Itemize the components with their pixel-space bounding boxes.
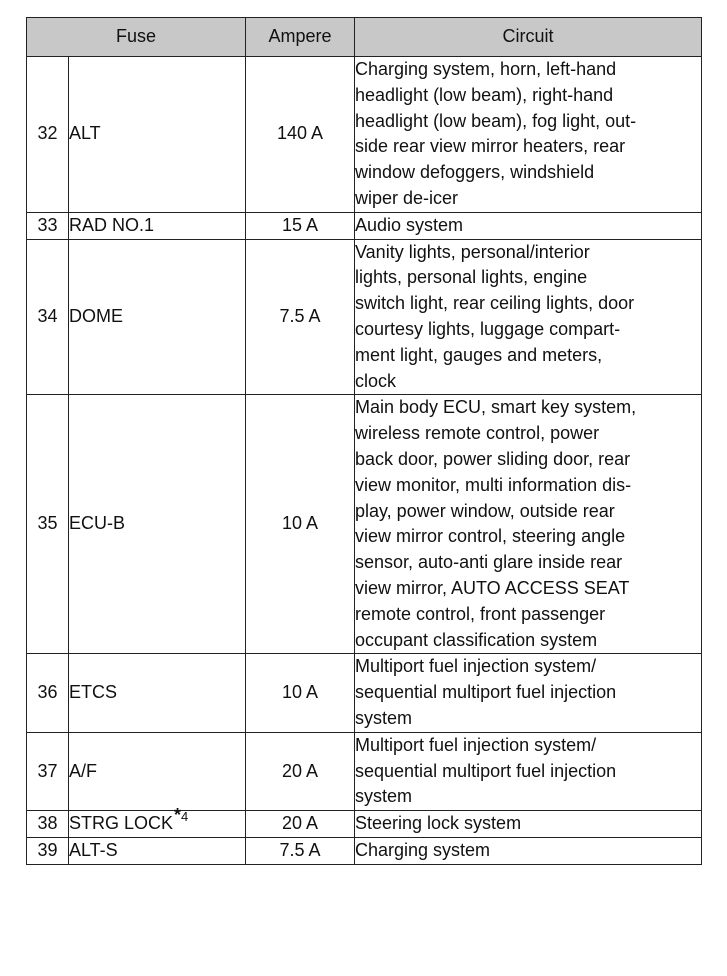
table-row <box>27 57 702 213</box>
fuse-circuit <box>355 239 702 395</box>
fuse-ampere: 20 A <box>246 732 355 810</box>
table-row <box>27 837 702 864</box>
fuse-table <box>26 17 702 865</box>
circuit-line: back door, power sliding door, rear <box>355 448 631 469</box>
circuit-line: lights, personal lights, engine <box>355 267 588 288</box>
circuit-line: Multiport fuel injection system/ <box>355 656 597 677</box>
fuse-name: STRG LOCK <box>69 813 174 834</box>
fuse-name-cell <box>69 212 246 239</box>
circuit-line: play, power window, outside rear <box>355 500 615 521</box>
circuit-line: headlight (low beam), right-hand <box>355 84 614 105</box>
fuse-name: A/F <box>69 760 98 781</box>
circuit-line: remote control, front passenger <box>355 603 606 624</box>
fuse-name: ALT-S <box>69 839 118 860</box>
fuse-name-cell <box>69 395 246 654</box>
fuse-number: 32 <box>27 57 69 213</box>
fuse-name-cell <box>69 239 246 395</box>
circuit-line: Charging system, horn, left-hand <box>355 59 617 79</box>
fuse-name: ETCS <box>69 682 118 703</box>
circuit-line: view mirror control, steering angle <box>355 526 626 547</box>
table-row <box>27 811 702 838</box>
fuse-number: 35 <box>27 395 69 654</box>
fuse-circuit <box>355 395 702 654</box>
fuse-ampere: 10 A <box>246 395 355 654</box>
table-row <box>27 395 702 654</box>
circuit-line: sequential multiport fuel injection <box>355 682 617 703</box>
table-header-row <box>27 18 702 57</box>
circuit-line: Steering lock system <box>355 813 522 834</box>
circuit-line: sensor, auto-anti glare inside rear <box>355 552 623 573</box>
fuse-name: ECU-B <box>69 513 126 534</box>
fuse-ampere: 10 A <box>246 654 355 732</box>
column-header-fuse: Fuse <box>27 18 246 57</box>
circuit-line: occupant classification system <box>355 629 598 650</box>
fuse-ampere: 7.5 A <box>246 239 355 395</box>
fuse-name: ALT <box>69 123 101 144</box>
footnote-marker <box>174 805 189 826</box>
fuse-name-cell <box>69 654 246 732</box>
table-row <box>27 654 702 732</box>
column-header-ampere: Ampere <box>246 18 355 57</box>
table-body <box>27 57 702 865</box>
circuit-line: side rear view mirror heaters, rear <box>355 136 626 157</box>
fuse-name-cell <box>69 837 246 864</box>
circuit-line: Vanity lights, personal/interior <box>355 241 590 262</box>
fuse-circuit <box>355 654 702 732</box>
circuit-line: wireless remote control, power <box>355 423 600 444</box>
fuse-ampere: 15 A <box>246 212 355 239</box>
circuit-line: Multiport fuel injection system/ <box>355 734 597 755</box>
circuit-line: ment light, gauges and meters, <box>355 344 603 365</box>
table-row <box>27 239 702 395</box>
circuit-line: system <box>355 786 413 807</box>
fuse-name-cell <box>69 732 246 810</box>
circuit-line: Audio system <box>355 214 464 235</box>
footnote-asterisk: * <box>174 805 182 826</box>
circuit-line: window defoggers, windshield <box>355 162 595 183</box>
fuse-name: RAD NO.1 <box>69 214 155 235</box>
fuse-name-cell <box>69 805 246 838</box>
fuse-name-cell <box>69 57 246 213</box>
circuit-line: wiper de-icer <box>355 187 459 208</box>
circuit-line: Charging system <box>355 839 491 860</box>
fuse-ampere: 20 A <box>246 811 355 838</box>
circuit-line: headlight (low beam), fog light, out- <box>355 110 637 131</box>
circuit-line: sequential multiport fuel injection <box>355 760 617 781</box>
fuse-circuit <box>355 57 702 213</box>
fuse-number: 37 <box>27 732 69 810</box>
fuse-number: 34 <box>27 239 69 395</box>
fuse-number: 39 <box>27 837 69 864</box>
circuit-line: view monitor, multi information dis- <box>355 474 632 495</box>
circuit-line: system <box>355 707 413 728</box>
fuse-circuit <box>355 837 702 864</box>
fuse-circuit <box>355 212 702 239</box>
circuit-line: switch light, rear ceiling lights, door <box>355 293 635 314</box>
table-row <box>27 732 702 810</box>
circuit-line: view mirror, AUTO ACCESS SEAT <box>355 577 630 598</box>
fuse-circuit <box>355 811 702 838</box>
fuse-name: DOME <box>69 306 123 327</box>
circuit-line: Main body ECU, smart key system, <box>355 397 637 418</box>
footnote-number: 4 <box>181 809 189 825</box>
circuit-line: clock <box>355 370 397 391</box>
fuse-ampere: 7.5 A <box>246 837 355 864</box>
column-header-circuit: Circuit <box>355 18 702 57</box>
fuse-circuit <box>355 732 702 810</box>
circuit-line: courtesy lights, luggage compart- <box>355 318 621 339</box>
table-row <box>27 212 702 239</box>
fuse-number: 33 <box>27 212 69 239</box>
fuse-table-container <box>26 17 702 865</box>
fuse-number: 36 <box>27 654 69 732</box>
fuse-ampere: 140 A <box>246 57 355 213</box>
fuse-number: 38 <box>27 811 69 838</box>
